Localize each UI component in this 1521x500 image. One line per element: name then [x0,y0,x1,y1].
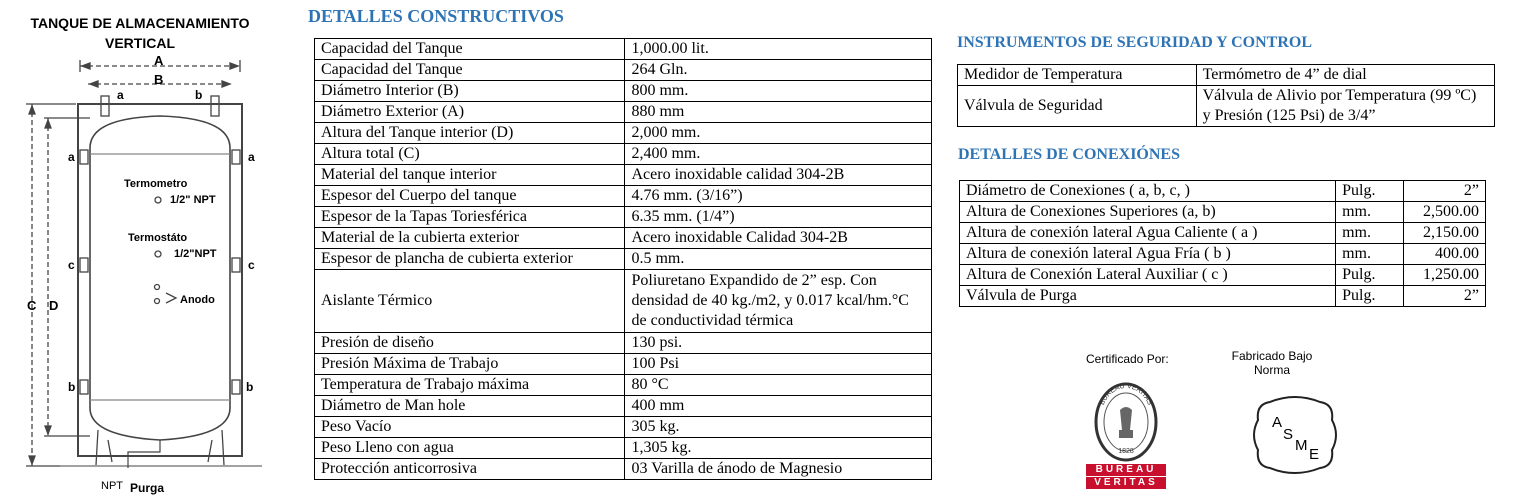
purga-label: Purga [130,481,165,495]
table-cell: 130 psi. [625,333,932,354]
table-row [315,39,932,60]
table-row [315,123,932,144]
table-row [960,286,1486,307]
fabricado-line1: Fabricado Bajo [1231,349,1313,363]
termometro-label: Termometro [124,178,188,190]
diagram-title-line1: TANQUE DE ALMACENAMIENTO [30,15,250,31]
right-conn-b: b [246,380,254,394]
table-cell: Termómetro de 4” de dial [1196,65,1494,86]
table-cell: Temperatura de Trabajo máxima [315,375,625,396]
table-cell: Diámetro Interior (B) [315,81,625,102]
table-row [960,202,1486,223]
table-cell: Peso Vacío [315,417,625,438]
table-cell: Pulg. [1336,181,1404,202]
table-cell: Diámetro Exterior (A) [315,102,625,123]
asme-cloverleaf-icon [1250,392,1340,478]
instrumentos-heading: INSTRUMENTOS DE SEGURIDAD Y CONTROL [957,34,1313,51]
conexiones-table [959,180,1486,307]
bv-ring-text: BUREAU VERITAS [1098,382,1154,407]
fabricado-bajo-norma [1222,349,1322,377]
bv-year: 1828 [1118,448,1134,455]
termometro-npt: 1/2" NPT [170,194,216,206]
table-cell: 2,400 mm. [625,144,932,165]
dim-label-b: B [154,72,164,87]
dim-label-d: D [49,298,59,313]
right-conn-a: a [248,150,255,164]
bv-seal-icon [1086,382,1166,462]
certificado-por: Certificado Por: [1086,352,1169,366]
table-cell: 264 Gln. [625,60,932,81]
table-cell: 1,000.00 lit. [625,39,932,60]
table-cell: Poliuretano Expandido de 2” esp. Con densidad de 40 kg./m2, y 0.017 kcal/hm.°C de conductividad térmica [625,270,932,333]
table-row [315,81,932,102]
table-cell: mm. [1336,244,1404,265]
table-cell: 03 Varilla de ánodo de Magnesio [625,459,932,480]
table-row [960,244,1486,265]
left-conn-c: c [68,258,75,272]
table-row [315,375,932,396]
top-conn-b: b [195,88,203,102]
table-cell: 4.76 mm. (3/16”) [625,186,932,207]
table-cell: Altura del Tanque interior (D) [315,123,625,144]
table-row [315,354,932,375]
table-cell: Altura total (C) [315,144,625,165]
table-row [315,165,932,186]
table-cell: Válvula de Purga [960,286,1336,307]
table-cell: Espesor de plancha de cubierta exterior [315,249,625,270]
table-cell: Pulg. [1336,286,1404,307]
table-row [315,186,932,207]
svg-text:BUREAU VERITAS [1099,383,1154,407]
table-cell: Altura de conexión lateral Agua Fría ( b ) [960,244,1336,265]
asme-letter-m: M [1295,437,1308,454]
top-conn-a: a [117,88,124,102]
table-row [958,65,1495,86]
table-cell: Material de la cubierta exterior [315,228,625,249]
table-cell: Acero inoxidable Calidad 304-2B [625,228,932,249]
table-cell: Diámetro de Conexiones ( a, b, c, ) [960,181,1336,202]
table-cell: 2,500.00 [1404,202,1486,223]
table-cell: Peso Lleno con agua [315,438,625,459]
tank-drawing [0,0,290,500]
table-cell: mm. [1336,202,1404,223]
table-cell: Altura de conexión lateral Agua Caliente ( a ) [960,223,1336,244]
table-cell: Espesor de la Tapas Toriesférica [315,207,625,228]
table-cell: 800 mm. [625,81,932,102]
table-cell: mm. [1336,223,1404,244]
table-cell: Medidor de Temperatura [958,65,1197,86]
table-cell: Válvula de Seguridad [958,86,1197,127]
constructivos-table [314,38,932,480]
dim-label-c: C [27,298,37,313]
table-cell: Espesor del Cuerpo del tanque [315,186,625,207]
table-row [960,223,1486,244]
dim-label-a: A [154,53,164,68]
bv-label-top: BUREAU [1086,464,1166,476]
table-cell: 2,150.00 [1404,223,1486,244]
table-cell: 1,305 kg. [625,438,932,459]
table-cell: Presión Máxima de Trabajo [315,354,625,375]
asme-letter-s: S [1283,426,1294,443]
table-cell: Acero inoxidable calidad 304-2B [625,165,932,186]
table-row [315,228,932,249]
table-row [315,60,932,81]
diagram-title-line2: VERTICAL [105,35,175,51]
table-cell: Válvula de Alivio por Temperatura (99 ºC) y Presión (125 Psi) de 3/4” [1196,86,1494,127]
table-row [315,144,932,165]
table-cell: 880 mm [625,102,932,123]
constructivos-heading: DETALLES CONSTRUCTIVOS [308,6,564,26]
asme-letter-a: A [1272,414,1283,431]
table-cell: 80 °C [625,375,932,396]
table-row [315,249,932,270]
table-cell: Material del tanque interior [315,165,625,186]
table-cell: Altura de Conexiones Superiores (a, b) [960,202,1336,223]
fabricado-line2: Norma [1253,363,1290,377]
table-cell: Altura de Conexión Lateral Auxiliar ( c ) [960,265,1336,286]
table-row [958,86,1495,127]
table-row [960,265,1486,286]
instrumentos-table [957,64,1495,127]
table-row [315,102,932,123]
table-cell: 2,000 mm. [625,123,932,144]
table-row [315,438,932,459]
bv-label-bottom: VERITAS [1086,476,1166,489]
table-row [315,270,932,333]
table-cell: Aislante Térmico [315,270,625,333]
table-cell: Capacidad del Tanque [315,60,625,81]
termostato-label: Termostáto [128,232,188,244]
table-cell: 100 Psi [625,354,932,375]
table-cell: 2” [1404,286,1486,307]
table-row [315,396,932,417]
table-row [960,181,1486,202]
right-conn-c: c [248,258,255,272]
table-row [315,459,932,480]
conexiones-heading: DETALLES DE CONEXIÓNES [958,146,1180,163]
table-row [315,333,932,354]
left-conn-b: b [68,380,76,394]
table-cell: Capacidad del Tanque [315,39,625,60]
anodo-label: Anodo [180,294,215,306]
asme-letter-e: E [1309,446,1320,463]
left-conn-a: a [68,150,75,164]
table-cell: 2” [1404,181,1486,202]
table-row [315,207,932,228]
table-row [315,417,932,438]
table-cell: 400.00 [1404,244,1486,265]
bureau-veritas-logo [1086,382,1166,488]
table-cell: Presión de diseño [315,333,625,354]
asme-logo [1250,392,1340,478]
table-cell: 6.35 mm. (1/4”) [625,207,932,228]
table-cell: Pulg. [1336,265,1404,286]
table-cell: Protección anticorrosiva [315,459,625,480]
termostato-npt: 1/2"NPT [174,248,217,260]
table-cell: 400 mm [625,396,932,417]
npt-label: NPT [101,480,123,492]
table-cell: Diámetro de Man hole [315,396,625,417]
table-cell: 0.5 mm. [625,249,932,270]
table-cell: 305 kg. [625,417,932,438]
table-cell: 1,250.00 [1404,265,1486,286]
